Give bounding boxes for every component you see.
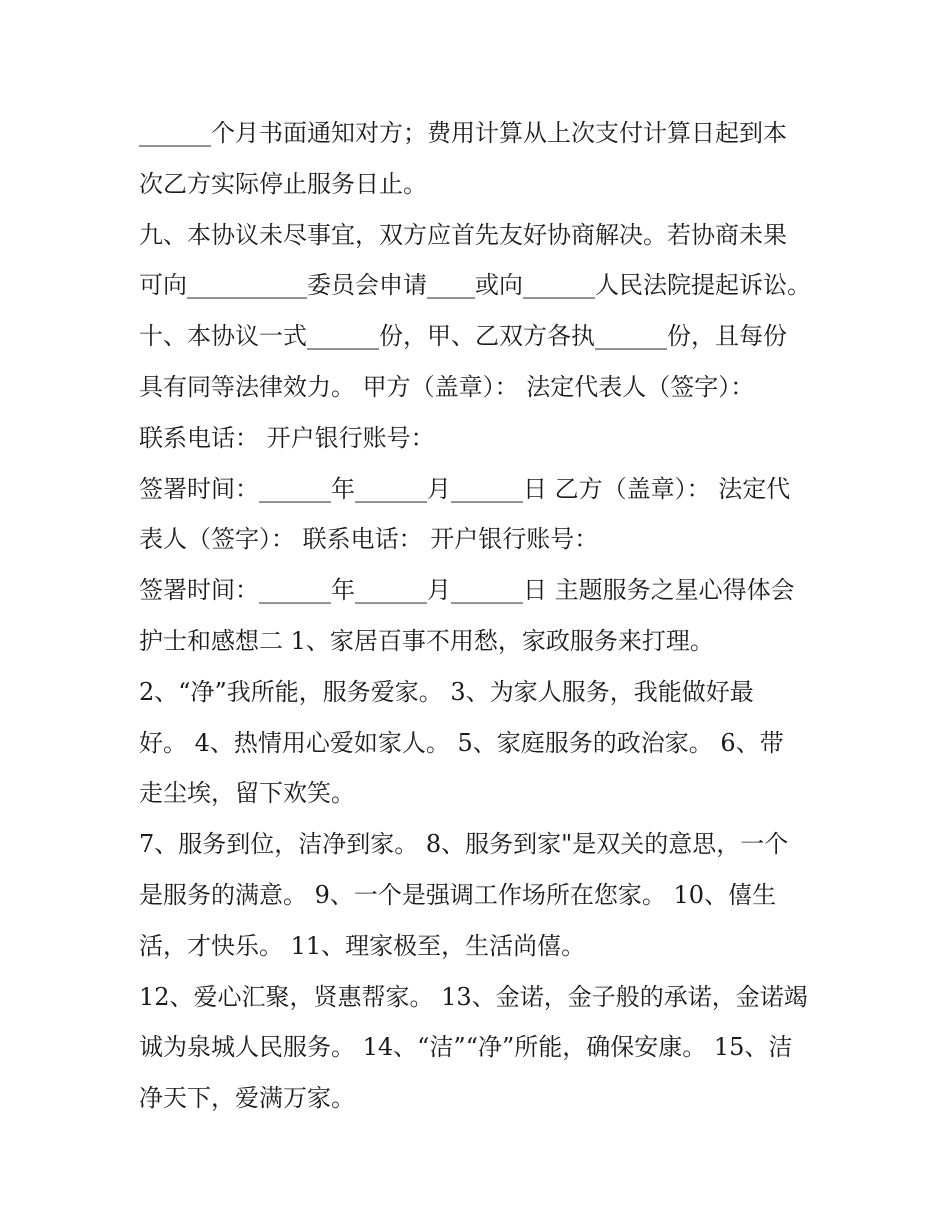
text-line: 走尘埃，留下欢笑。 [139, 779, 355, 808]
text-line: 是服务的满意。 9、一个是强调工作场所在您家。 10、僖生 [139, 880, 777, 909]
text-line: 可向__________委员会申请____或向______人民法院提起诉讼。 [139, 271, 811, 300]
text-line: 表人（签字）： 联系电话： 开户银行账号： [139, 525, 599, 554]
text-line: ______个月书面通知对方；费用计算从上次支付计算日起到本 [139, 119, 787, 147]
text-line: 好。 4、热情用心爱如家人。 5、家庭服务的政治家。 6、带 [139, 728, 784, 757]
text-line: 次乙方实际停止服务日止。 [139, 169, 427, 198]
text-line: 诚为泉城人民服务。 14、“洁”“净”所能，确保安康。 15、洁 [139, 1033, 793, 1062]
text-line: 联系电话： 开户银行账号： [139, 423, 435, 452]
text-line: 签署时间：______年______月______日 乙方（盖章）： 法定代 [139, 474, 791, 503]
text-line: 护士和感想二 1、家居百事不用愁，家政服务来打理。 [139, 626, 714, 655]
document-body [139, 108, 829, 1124]
text-line: 九、本协议未尽事宜，双方应首先友好协商解决。若协商未果 [139, 220, 787, 249]
text-line: 2、“净”我所能，服务爱家。 3、为家人服务，我能做好最 [139, 677, 754, 706]
text-line: 十、本协议一式______份，甲、乙双方各执______份，且每份 [139, 322, 787, 351]
text-line: 净天下，爱满万家。 [139, 1084, 355, 1113]
text-line: 7、服务到位，洁净到家。 8、服务到家"是双关的意思，一个 [139, 830, 789, 859]
text-line: 具有同等法律效力。 甲方（盖章）： 法定代表人（签字）： [139, 372, 755, 401]
text-line: 12、爱心汇聚，贤惠帮家。 13、金诺，金子般的承诺，金诺竭 [139, 982, 808, 1011]
text-line: 活，才快乐。 11、理家极至，生活尚僖。 [139, 931, 586, 960]
text-line: 签署时间：______年______月______日 主题服务之星心得体会 [139, 576, 795, 605]
